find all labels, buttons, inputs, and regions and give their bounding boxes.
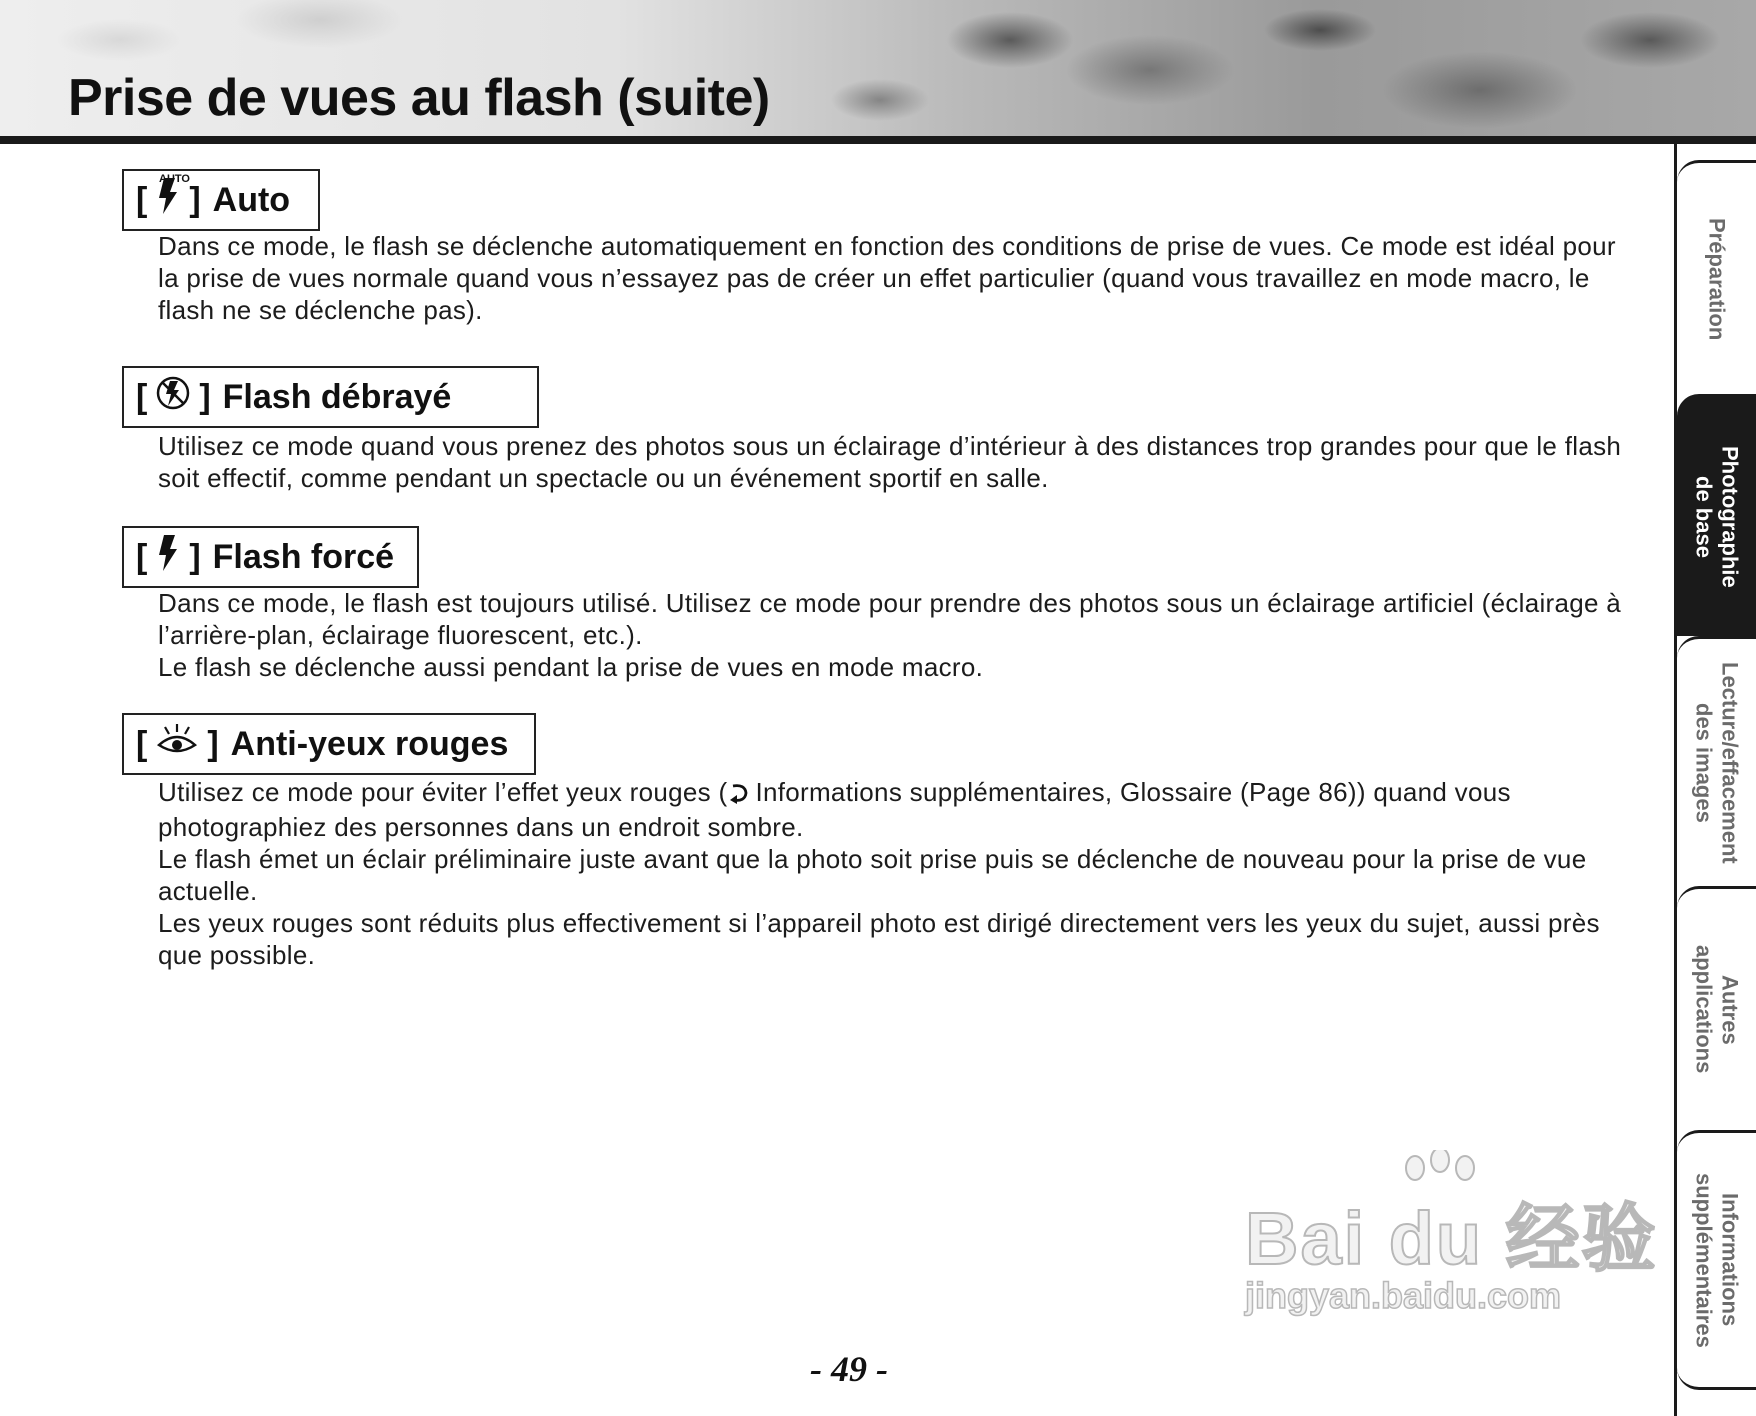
section-heading-flash-off (122, 366, 539, 428)
tab-lecture-effacement[interactable] (1677, 636, 1756, 886)
watermark-brand: Bai du 经验 (1245, 1197, 1658, 1280)
section-label: Anti-yeux rouges (230, 724, 509, 763)
section-label: Auto (212, 180, 291, 219)
bracket-open: [ (136, 180, 148, 219)
section-label: Flash forcé (212, 537, 395, 576)
watermark-url: jingyan.baidu.com (1245, 1275, 1562, 1316)
header-band (0, 0, 1756, 138)
bracket-open: [ (136, 377, 148, 416)
section-text-red-eye (158, 776, 1628, 971)
paragraph: Dans ce mode, le flash est toujours utilisé. Utilisez ce mode pour prendre des photos sous un éclairage artificiel (éclairage à l’arrière-plan, éclairage fluorescent, etc.). (158, 588, 1622, 650)
section-heading-auto (122, 169, 320, 231)
section-text-auto (158, 230, 1628, 326)
reference-arrow-icon (727, 779, 751, 811)
tab-label: Lecture/effacement des images (1691, 661, 1743, 864)
red-eye-icon (155, 723, 199, 766)
section-heading-flash-forced (122, 526, 419, 588)
section-heading-red-eye (122, 713, 536, 775)
tab-preparation[interactable] (1677, 160, 1756, 396)
tab-informations-supplementaires[interactable] (1677, 1130, 1756, 1390)
paragraph-reference[interactable]: Informations supplémentaires, Glossaire (Page 86)) quand vous photographiez des personnes dans un endroit sombre. (158, 777, 1511, 842)
tab-label: Autres applications (1691, 945, 1743, 1074)
tab-label: Informations supplémentaires (1691, 1172, 1743, 1348)
paragraph: Utilisez ce mode quand vous prenez des photos sous un éclairage d’intérieur à des distances trop grandes pour que le flash soit effectif, comme pendant un spectacle ou un événement sportif en salle. (158, 431, 1622, 493)
watermark (1245, 1150, 1665, 1350)
auto-tag: AUTO (159, 173, 190, 185)
bracket-close: ] (189, 537, 201, 576)
tab-label: Préparation (1704, 218, 1730, 341)
paragraph: Les yeux rouges sont réduits plus effectivement si l’appareil photo est dirigé directement vers les yeux du sujet, aussi près que possible. (158, 908, 1600, 970)
header-divider (0, 136, 1756, 144)
paragraph: Dans ce mode, le flash se déclenche automatiquement en fonction des conditions de prise de vues. Ce mode est idéal pour la prise de vues normale quand vous n’essayez pas de créer un effet particulier (quand vous travaillez en mode macro, le flash ne se déclenche pas). (158, 231, 1616, 325)
flash-forced-icon (155, 533, 181, 582)
paragraph-start: Utilisez ce mode pour éviter l’effet yeux rouges ( (158, 777, 728, 807)
page-title: Prise de vues au flash (suite) (68, 69, 770, 127)
paragraph (158, 776, 1628, 843)
bracket-close: ] (189, 180, 201, 219)
tab-photographie-de-base[interactable] (1677, 394, 1756, 636)
bracket-close: ] (207, 724, 219, 763)
paragraph: Le flash émet un éclair préliminaire juste avant que la photo soit prise puis se déclenche de nouveau pour la prise de vue actuelle. (158, 844, 1587, 906)
section-text-flash-forced (158, 587, 1628, 683)
bracket-close: ] (199, 377, 211, 416)
section-text-flash-off (158, 430, 1628, 494)
paragraph: Le flash se déclenche aussi pendant la prise de vues en mode macro. (158, 652, 984, 682)
tab-autres-applications[interactable] (1677, 886, 1756, 1130)
tab-label: Photographie de base (1691, 445, 1743, 588)
section-label: Flash débrayé (222, 377, 452, 416)
bracket-open: [ (136, 724, 148, 763)
bracket-open: [ (136, 537, 148, 576)
flash-off-icon (155, 375, 191, 420)
page-number: - 49 - (810, 1349, 888, 1389)
